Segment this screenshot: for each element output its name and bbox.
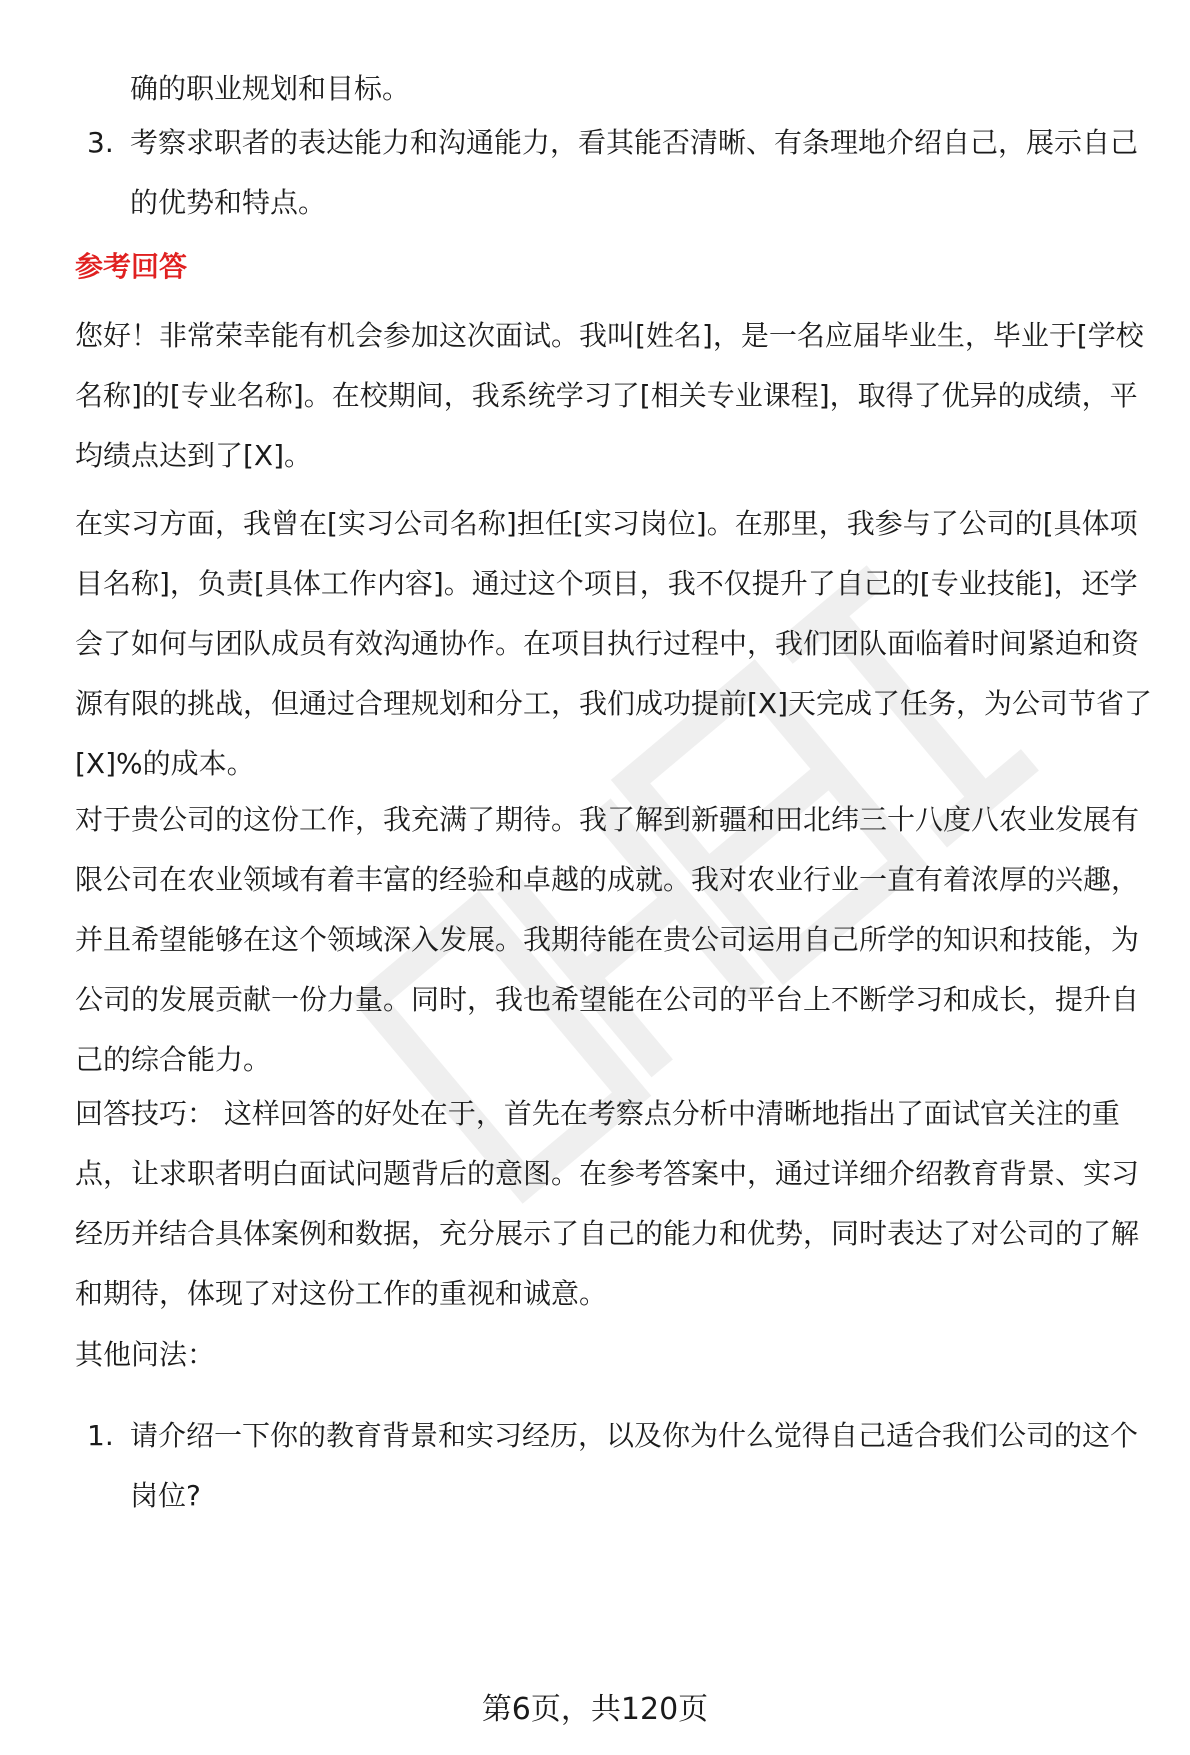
answer-paragraph-1: 您好！非常荣幸能有机会参加这次面试。我叫[姓名]，是一名应届毕业生，毕业于[学校名称]的[专业名称]。在校期间，我系统学习了[相关专业课程]，取得了优异的成绩，平均绩点达到了[X]。	[75, 319, 1144, 472]
other-question-item-1	[75, 1406, 1165, 1526]
list-item-2-continuation: 确的职业规划和目标。	[130, 72, 411, 105]
list-item-text: 请介绍一下你的教育背景和实习经历，以及你为什么觉得自己适合我们公司的这个岗位?	[130, 1419, 1139, 1512]
list-number: 1.	[87, 1419, 114, 1452]
list-item-text: 考察求职者的表达能力和沟通能力，看其能否清晰、有条理地介绍自己，展示自己的优势和特点。	[130, 126, 1139, 219]
list-number: 3.	[87, 126, 114, 159]
answer-tips-paragraph: 回答技巧： 这样回答的好处在于，首先在考察点分析中清晰地指出了面试官关注的重点，让求职者明白面试问题背后的意图。在参考答案中，通过详细介绍教育背景、实习经历并结合具体案例和数据，充分展示了自己的能力和优势，同时表达了对公司的了解和期待，体现了对这份工作的重视和诚意。	[75, 1097, 1140, 1310]
page-number-footer: 第6页，共120页	[481, 1692, 709, 1727]
answer-paragraph-3: 对于贵公司的这份工作，我充满了期待。我了解到新疆和田北纬三十八度八农业发展有限公司在农业领域有着丰富的经验和卓越的成就。我对农业行业一直有着浓厚的兴趣，并且希望能够在这个领域深入发展。我期待能在贵公司运用自己所学的知识和技能，为公司的发展贡献一份力量。同时，我也希望能在公司的平台上不断学习和成长，提升自己的综合能力。	[75, 803, 1140, 1076]
list-item-3	[75, 113, 1165, 233]
other-questions-label: 其他问法：	[75, 1338, 216, 1371]
section-heading-answer: 参考回答	[75, 250, 188, 283]
answer-paragraph-2: 在实习方面，我曾在[实习公司名称]担任[实习岗位]。在那里，我参与了公司的[具体项目名称]，负责[具体工作内容]。通过这个项目，我不仅提升了自己的[专业技能]，还学会了如何与团队成员有效沟通协作。在项目执行过程中，我们团队面临着时间紧迫和资源有限的挑战，但通过合理规划和分工，我们成功提前[X]天完成了任务，为公司节省了[X]%的成本。	[75, 507, 1153, 780]
